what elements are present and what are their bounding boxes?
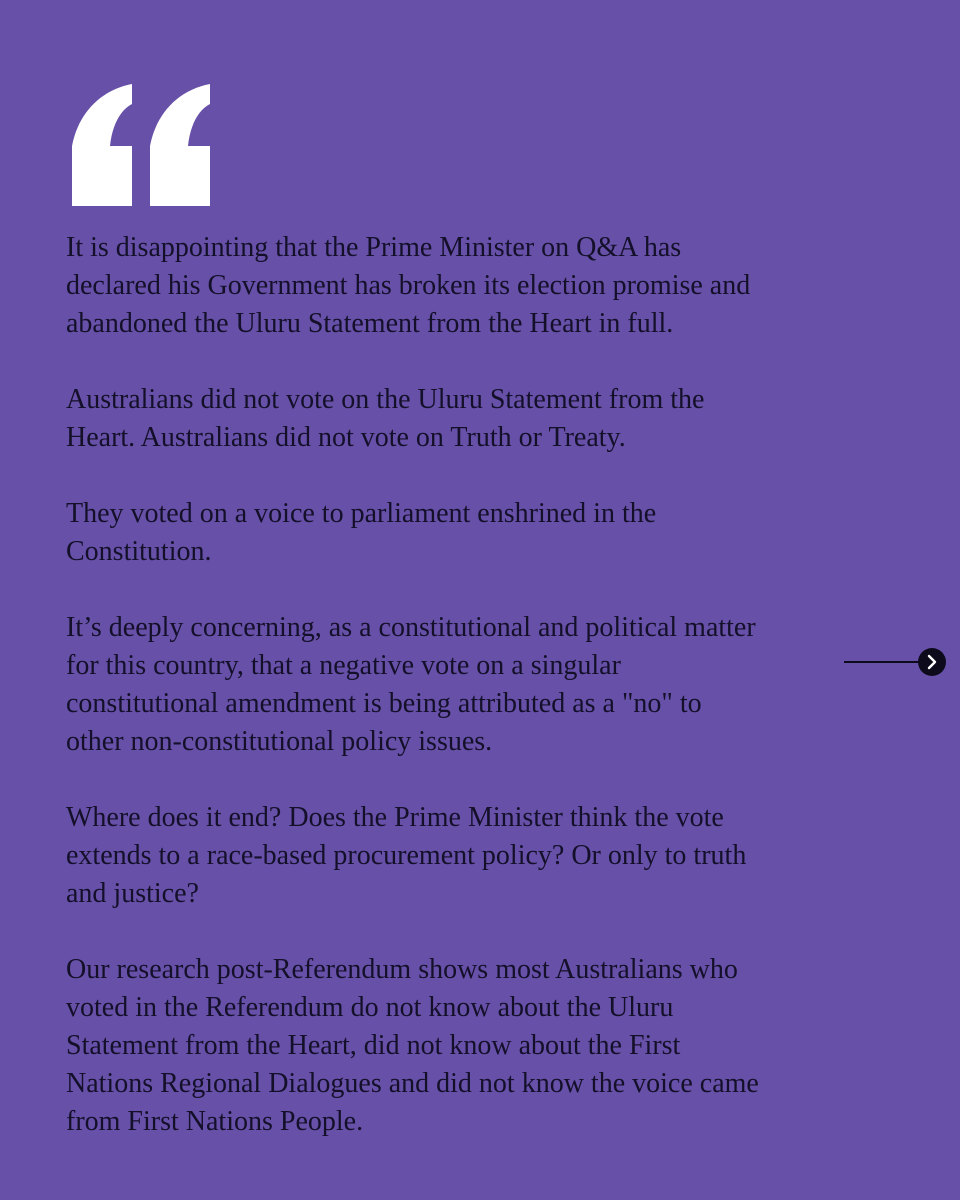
next-slide-button[interactable] — [844, 648, 946, 676]
chevron-right-icon — [918, 648, 946, 676]
quote-paragraph-4: It’s deeply concerning, as a constitutional and political matter for this country, that a negative vote on a singular constitutional amendment is being attributed as a "no" to other non-constitutional policy issues. — [66, 612, 756, 757]
quote-paragraph-5: Where does it end? Does the Prime Minister think the vote extends to a race-based procurement policy? Or only to truth and justice? — [66, 802, 747, 909]
quote-paragraph-3: They voted on a voice to parliament enshrined in the Constitution. — [66, 498, 657, 567]
quote-paragraph-2: Australians did not vote on the Uluru Statement from the Heart. Australians did not vote on Truth or Treaty. — [66, 384, 705, 453]
quote-text — [66, 229, 906, 1141]
arrow-line — [844, 661, 922, 663]
quote-paragraph-1: It is disappointing that the Prime Minister on Q&A has declared his Government has broken its election promise and abandoned the Uluru Statement from the Heart in full. — [66, 232, 751, 339]
open-quote-icon — [70, 84, 212, 206]
quote-paragraph-6: Our research post-Referendum shows most Australians who voted in the Referendum do not know about the Uluru Statement from the Heart, did not know about the First Nations Regional Dialogues and did not know the voice came from First Nations People. — [66, 954, 759, 1137]
